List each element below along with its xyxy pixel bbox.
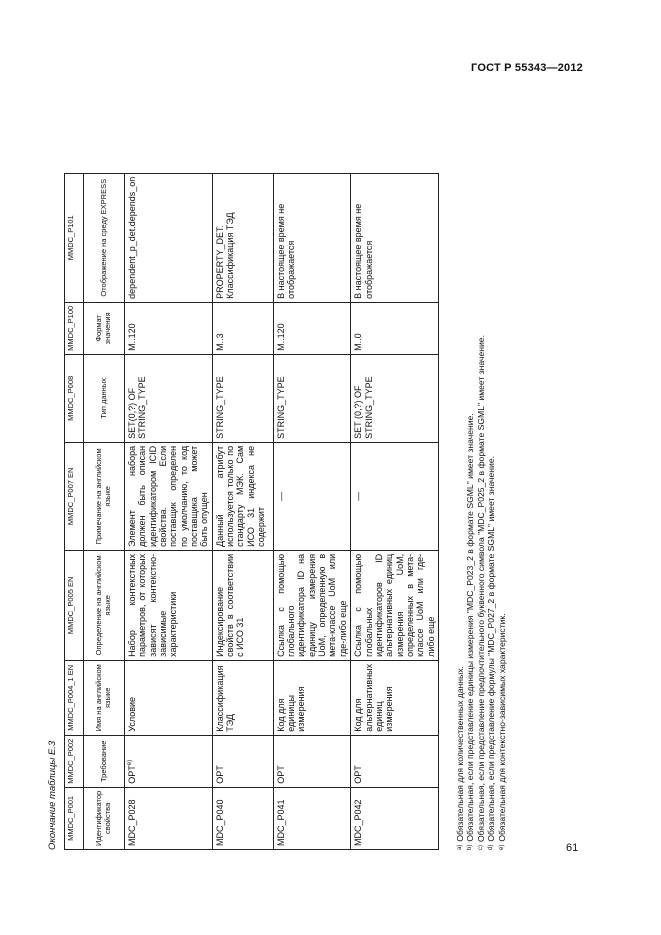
footnote-mark: d)	[488, 844, 495, 850]
cell-requirement	[125, 735, 213, 787]
cell-datatype: SET (0,?) OF STRING_TYPE	[351, 354, 439, 442]
cell-name: Код для альтернативных единиц измерения	[351, 660, 439, 735]
cell-id: MDC_P028	[125, 787, 213, 849]
standard-header: ГОСТ Р 55343—2012	[471, 62, 583, 74]
cell-name: Условие	[125, 660, 213, 735]
table-row	[125, 173, 213, 849]
cell-requirement: OPT	[273, 735, 350, 787]
col-code: MMDC_P008	[65, 354, 84, 442]
cell-name: Классификация ТЭД	[212, 660, 273, 735]
footnote-text: Обязательная, если представление формулы "MDC_P027_2 в формате SGML" имеет значение.	[486, 455, 497, 842]
name-header-row	[84, 173, 125, 849]
footnote	[455, 335, 465, 850]
rotated-landscape-content	[45, 90, 535, 850]
col-name: Отображение на среду EXPRESS	[84, 173, 125, 302]
cell-express: В настоящее время не отображается	[273, 173, 350, 302]
footnote-ref: e)	[127, 759, 133, 766]
cell-definition: Ссылка с помощью глобального идентификатора ID на единицу измерения UoM, определенную в мета-классе UoM или где-либо еще	[273, 550, 350, 660]
cell-format: M..3	[212, 302, 273, 354]
col-name: Определение на английском языке	[84, 550, 125, 660]
cell-datatype: STRING_TYPE	[273, 354, 350, 442]
table-caption: Окончание таблицы Е.3	[47, 740, 58, 850]
cell-note: —	[273, 442, 350, 550]
footnote	[465, 335, 475, 850]
col-code: MMDC_P001	[65, 787, 84, 849]
footnote-mark: a)	[457, 844, 463, 850]
requirement-value: OPT	[127, 765, 137, 784]
footnote-text: Обязательная для количественных данных.	[455, 666, 465, 842]
cell-note: Данный атрибут используется только по стандарту МЭК. Сам ИСО 31 индекса не содержит	[212, 442, 273, 550]
footnote-text: Обязательная, если представление предпочтительного буквенного символа "MDC_P025_2 в формате SGML" имеет значение.	[475, 335, 486, 842]
code-header-row	[65, 173, 84, 849]
cell-note: —	[351, 442, 439, 550]
footnotes	[455, 335, 507, 850]
col-code: MMDC_P007 EN	[65, 442, 84, 550]
table-row	[273, 173, 350, 849]
table-row	[212, 173, 273, 849]
spec-table	[64, 173, 439, 850]
cell-note: Элемент набора должен быть описан идентификатором ICID свойства. Если поставщик определен по умолчанию, то код поставщика может быть опущен	[125, 442, 213, 550]
cell-express: В настоящее время не отображается	[351, 173, 439, 302]
col-name: Требование	[84, 735, 125, 787]
footnote	[486, 335, 496, 850]
col-name: Формат значения	[84, 302, 125, 354]
footnote-mark: c)	[477, 845, 484, 850]
cell-format: M..0	[351, 302, 439, 354]
footnote-text: Обязательная для контекстно-зависимых характеристик.	[496, 613, 507, 842]
col-name: Имя на английском языке	[84, 660, 125, 735]
table-row	[351, 173, 439, 849]
cell-format: M..120	[273, 302, 350, 354]
cell-name: Код для единицы измерения	[273, 660, 350, 735]
cell-definition: Набор контекстных параметров, от которых зависят контекстно-зависимые характеристики	[125, 550, 213, 660]
cell-datatype: STRING_TYPE	[212, 354, 273, 442]
col-name: Примечание на английском языке	[84, 442, 125, 550]
col-code: MMDC_P101	[65, 173, 84, 302]
cell-datatype: SET(0,?) OF STRING_TYPE	[125, 354, 213, 442]
cell-requirement: OPT	[351, 735, 439, 787]
col-code: MMDC_P002	[65, 735, 84, 787]
col-name: Идентификатор свойства	[84, 787, 125, 849]
cell-requirement: OPT	[212, 735, 273, 787]
footnote-text: Обязательная, если представление единицы измерения "MDC_P023_2 в формате SGML" имеет значение.	[465, 413, 476, 842]
cell-format: M..120	[125, 302, 213, 354]
cell-express: PROPERTY_DET. Классификация ТЭД	[212, 173, 273, 302]
footnote-mark: e)	[498, 844, 505, 850]
footnote-mark: b)	[467, 844, 474, 850]
cell-definition: Индексирование свойств в соответствии с ИСО 31	[212, 550, 273, 660]
cell-id: MDC_P041	[273, 787, 350, 849]
cell-express: dependent_p_det.depends_on	[125, 173, 213, 302]
footnote	[497, 335, 507, 850]
cell-id: MDC_P040	[212, 787, 273, 849]
cell-id: MDC_P042	[351, 787, 439, 849]
page-number: 61	[566, 842, 579, 854]
col-code: MMDC_P005 EN	[65, 550, 84, 660]
col-code: MMDC_P004_1 EN	[65, 660, 84, 735]
col-code: MMDC_P100	[65, 302, 84, 354]
col-name: Тип данных	[84, 354, 125, 442]
footnote	[476, 335, 486, 850]
cell-definition: Ссылка с помощью глобальных идентификаторов ID альтернативных единиц измерения UoM, определенных в мета-классе UoM или где-либо еще	[351, 550, 439, 660]
